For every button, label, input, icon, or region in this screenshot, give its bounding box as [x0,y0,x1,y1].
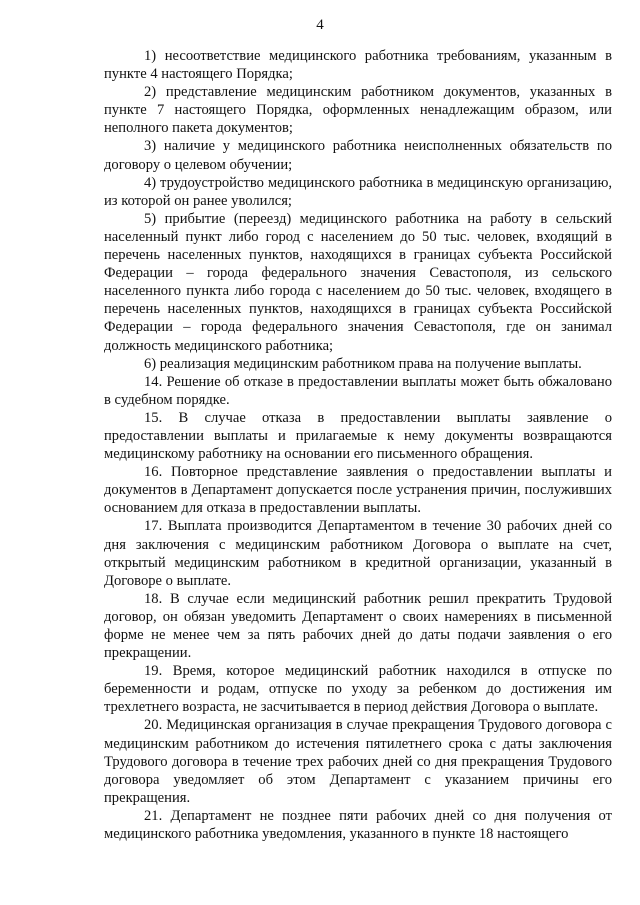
clause-17: 17. Выплата производится Департаментом в течение 30 рабочих дней со дня заключения с медицинским работником Договора о выплате на счет, открытый медицинским работником в кредитной организации, указанный в Договоре о выплате. [104,518,612,589]
clause-16: 16. Повторное представление заявления о предоставлении выплаты и документов в Департамент допускается после устранения причин, послуживших основанием для отказа в предоставлении выплаты. [104,464,612,517]
list-item-2: 2) представление медицинским работником документов, указанных в пункте 7 настоящего Порядка, оформленных ненадлежащим образом, или неполного пакета документов; [104,84,612,137]
list-item-3: 3) наличие у медицинского работника неисполненных обязательств по договору о целевом обучении; [104,138,612,173]
clause-15: 15. В случае отказа в предоставлении выплаты заявление о предоставлении выплаты и прилагаемые к нему документы возвращаются медицинскому работнику на основании его письменного обращения. [104,409,612,463]
clause-21: 21. Департамент не позднее пяти рабочих дней со дня получения от медицинского работника уведомления, указанного в пункте 18 настоящего [104,807,612,843]
page-number: 4 [316,17,324,33]
list-item-1: 1) несоответствие медицинского работника требованиям, указанным в пункте 4 настоящего Порядка; [104,48,612,83]
document-body [104,47,612,843]
list-item-4: 4) трудоустройство медицинского работника в медицинскую организацию, из которой он ранее уволился; [104,174,612,209]
clause-18: 18. В случае если медицинский работник решил прекратить Трудовой договор, он обязан уведомить Департамент о своих намерениях в письменной форме не менее чем за пять рабочих дней до даты подачи заявления о его прекращении. [104,590,612,662]
clause-19: 19. Время, которое медицинский работник находился в отпуске по беременности и родам, отпуске по уходу за ребенком до достижения им трехлетнего возраста, не засчитывается в период действия Договора о выплате. [104,663,612,716]
list-item-6: 6) реализация медицинским работником права на получение выплаты. [144,355,582,372]
clause-14: 14. Решение об отказе в предоставлении выплаты может быть обжаловано в судебном порядке. [104,373,612,408]
list-item-5: 5) прибытие (переезд) медицинского работника на работу в сельский населенный пункт либо город с населением до 50 тыс. человек, входящий в перечень населенных пунктов, находящихся в границах субъекта Российской Федерации – города федерального значения Севастополя, из сельского населенного пункта либо города с населением до 50 тыс. человек, входящего в перечень населенных пунктов, находящихся в границах субъекта Российской Федерации – города федерального значения Севастополя, где он занимал должность медицинского работника; [104,210,612,354]
clause-20: 20. Медицинская организация в случае прекращения Трудового договора с медицинским работником до истечения пятилетнего срока с даты заключения Трудового договора в течение трех рабочих дней со дня прекращения Трудового договора уведомляет об этом Департамент с указанием причины его прекращения. [104,717,612,806]
